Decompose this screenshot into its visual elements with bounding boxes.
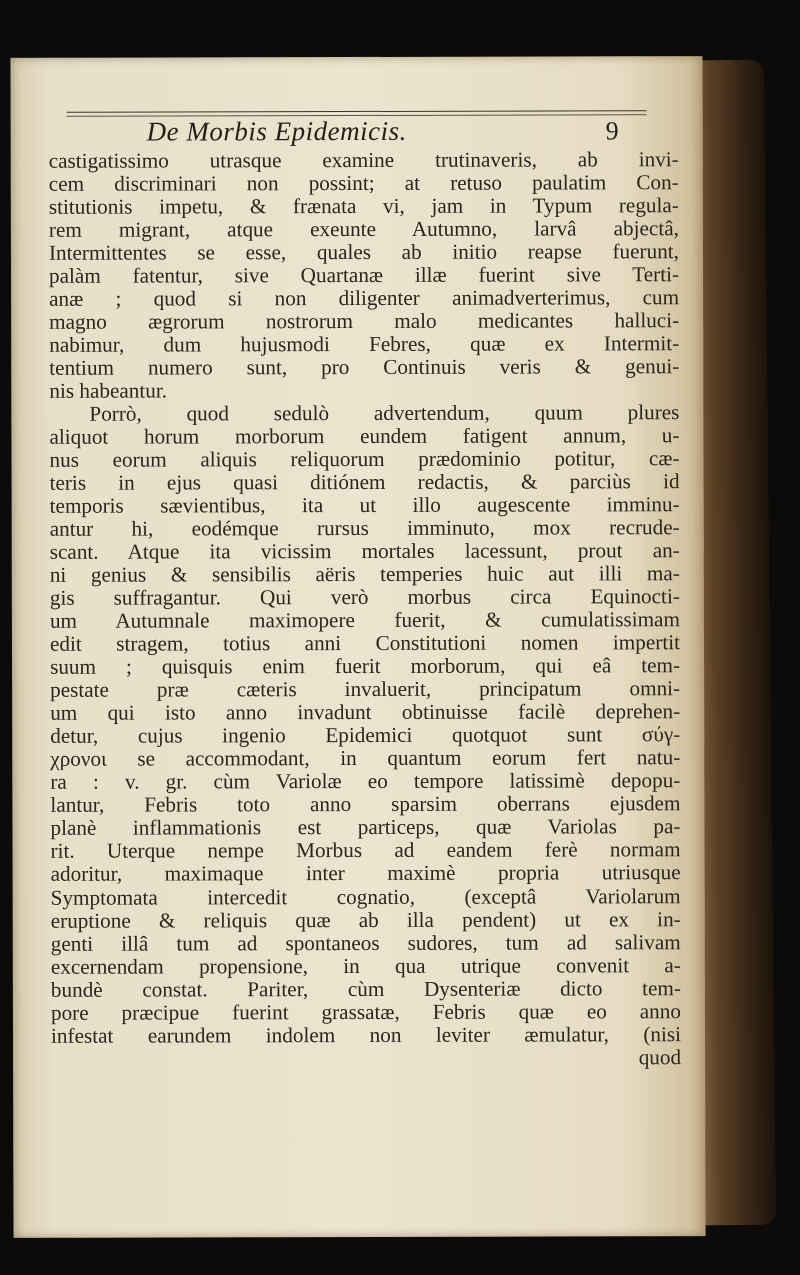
text-line: lantur, Febris toto anno sparsim oberrans ejusdem [50, 791, 681, 818]
text-line: nus eorum aliquis reliquorum prædominio potitur, cæ- [49, 446, 680, 473]
header-rule [67, 110, 647, 113]
text-line: um qui isto anno invadunt obtinuisse facilè deprehen- [50, 699, 681, 726]
text-line: adoritur, maximaque inter maximè propria utriusque [50, 860, 681, 887]
text-line: excernendam propensione, in qua utrique convenit a- [50, 952, 681, 979]
text-line: detur, cujus ingenio Epidemici quotquot sunt σύγ- [50, 722, 681, 749]
text-line: rem migrant, atque exeunte Autumno, larvâ abjectâ, [48, 216, 679, 242]
text-line: ni genius & sensibilis aëris temperies huic aut illi ma- [49, 561, 680, 588]
text-line: bundè constat. Pariter, cùm Dysenteriæ dicto tem- [50, 975, 681, 1002]
text-line: rit. Uterque nempe Morbus ad eandem ferè normam [50, 837, 681, 864]
text-line: Symptomata intercedit cognatio, (exceptâ Variolarum [50, 883, 681, 910]
text-line: suum ; quisquis enim fuerit morborum, qui eâ tem- [50, 653, 681, 680]
text-line: nabimur, dum hujusmodi Febres, quæ ex Intermit- [49, 331, 680, 357]
text-line: temporis sævientibus, ita ut illo augescente imminu- [49, 492, 680, 519]
text-line: ra : v. gr. cùm Variolæ eo tempore latissimè depopu- [50, 768, 681, 795]
text-line: magno ægrorum nostrorum malo medicantes halluci- [49, 308, 680, 334]
text-line: eruptione & reliquis quæ ab illa pendent) ut ex in- [50, 906, 681, 933]
text-line: nis habeantur. [49, 378, 168, 403]
page-number: 9 [605, 116, 619, 146]
text-line: pestate præ cæteris invaluerit, principatum omni- [50, 676, 681, 703]
text-line: cem discriminari non possint; at retuso paulatim Con- [48, 170, 679, 196]
text-line: gis suffragantur. Qui verò morbus circa Equinocti- [49, 584, 680, 611]
text-line: aliquot horum morborum eundem fatigent annum, u- [49, 423, 680, 449]
text-line: χρονοι se accommodant, in quantum eorum fert natu- [50, 745, 681, 772]
text-line: antur hi, eodémque rursus imminuto, mox recrude- [49, 515, 680, 542]
text-line: tentium numero sunt, pro Continuis veris & genui- [49, 354, 680, 380]
text-line: planè inflammationis est particeps, quæ Variolas pa- [50, 814, 681, 841]
text-line: castigatissimo utrasque examine trutinaveris, ab invi- [48, 147, 679, 173]
text-line: Intermittentes se esse, quales ab initio reapse fuerunt, [48, 239, 679, 265]
book-page [10, 56, 705, 1238]
catchword: quod [638, 1044, 682, 1069]
text-line: um Autumnale maximopere fuerit, & cumulatissimam [49, 607, 680, 634]
text-line: Porrò, quod sedulò advertendum, quum plures [89, 400, 680, 426]
page-header [67, 110, 667, 152]
text-line: stitutionis impetu, & frænata vi, jam in Typum regula- [48, 193, 679, 219]
text-line: genti illâ tum ad spontaneos sudores, tum ad salivam [50, 929, 681, 956]
text-line: anæ ; quod si non diligenter animadverterimus, cum [49, 285, 680, 311]
running-title: De Morbis Epidemicis. [146, 115, 407, 147]
text-line: infestat earundem indolem non leviter æmulatur, (nisi [50, 1021, 682, 1048]
body-text [49, 148, 681, 1070]
text-line: scant. Atque ita vicissim mortales lacessunt, prout an- [49, 538, 680, 565]
text-line: palàm fatentur, sive Quartanæ illæ fuerint sive Terti- [48, 262, 680, 288]
text-line: teris in ejus quasi ditiónem redactis, & parciùs id [49, 469, 680, 496]
text-line: pore præcipue fuerint grassatæ, Febris quæ eo anno [50, 998, 681, 1025]
text-line: edit stragem, totius anni Constitutioni nomen impertit [49, 630, 681, 657]
